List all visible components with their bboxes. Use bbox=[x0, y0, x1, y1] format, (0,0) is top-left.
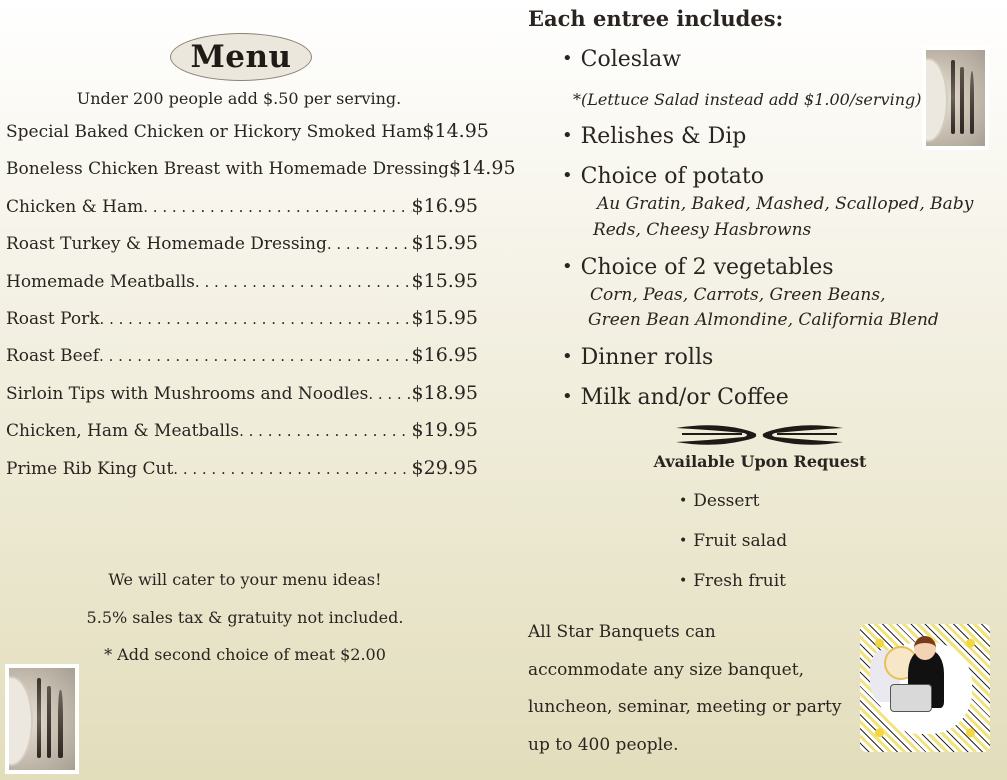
potato-options-line1: Au Gratin, Baked, Mashed, Scalloped, Baby bbox=[597, 194, 974, 214]
vegetable-options-line2: Green Bean Almondine, California Blend bbox=[588, 310, 939, 330]
menu-item-price: $29.95 bbox=[411, 456, 478, 479]
place-setting-photo-icon bbox=[5, 664, 79, 774]
note-cater: We will cater to your menu ideas! bbox=[108, 570, 382, 589]
leader-dots bbox=[100, 310, 412, 328]
place-setting-photo-icon bbox=[922, 46, 989, 150]
include-potato: • Choice of potato bbox=[562, 164, 764, 189]
menu-item-price: $14.95 bbox=[449, 157, 516, 180]
menu-title-oval bbox=[170, 33, 312, 81]
note-tax: 5.5% sales tax & gratuity not included. bbox=[86, 607, 404, 627]
include-rolls: • Dinner rolls bbox=[562, 345, 713, 370]
include-coleslaw: • Coleslaw bbox=[562, 47, 681, 72]
menu-item: Chicken, Ham & Meatballs . . . $19.95 bbox=[6, 419, 478, 456]
menu-item: Chicken & Ham . . . $16.95 bbox=[6, 195, 478, 232]
leader-dots bbox=[368, 385, 411, 403]
note-second-meat: * Add second choice of meat $2.00 bbox=[104, 645, 386, 664]
flourish-divider-icon bbox=[672, 420, 847, 450]
leader-dots bbox=[99, 347, 411, 365]
menu-item-price: $15.95 bbox=[411, 232, 478, 255]
menu-item-price: $15.95 bbox=[411, 269, 478, 292]
menu-item: Special Baked Chicken or Hickory Smoked Ham $14.95 bbox=[6, 120, 489, 142]
menu-item: Boneless Chicken Breast with Homemade Dressing $14.95 bbox=[6, 157, 516, 180]
wedding-couple-clipart-icon bbox=[860, 624, 990, 752]
leader-dots bbox=[195, 273, 412, 291]
menu-title: Menu bbox=[190, 39, 292, 75]
banquet-blurb: All Star Banquets can accommodate any size banquet, luncheon, seminar, meeting or party up to 400 people. bbox=[528, 622, 842, 755]
entree-includes-heading: Each entree includes: bbox=[528, 6, 784, 31]
menu-item: Roast Turkey & Homemade Dressing . . . $15.95 bbox=[6, 232, 478, 269]
menu-item-price: $14.95 bbox=[422, 120, 489, 142]
leader-dots bbox=[143, 198, 411, 216]
available-fresh-fruit: • Fresh fruit bbox=[679, 571, 786, 591]
menu-items-list bbox=[6, 120, 516, 494]
menu-item-price: $19.95 bbox=[411, 419, 478, 442]
menu-item: Roast Beef . . . $16.95 bbox=[6, 344, 478, 381]
include-beverage: • Milk and/or Coffee bbox=[562, 385, 789, 410]
menu-item-price: $18.95 bbox=[411, 381, 478, 404]
available-upon-request-heading: Available Upon Request bbox=[653, 452, 867, 471]
coleslaw-note: *(Lettuce Salad instead add $1.00/serving) bbox=[573, 90, 922, 109]
menu-item: Prime Rib King Cut . . . $29.95 bbox=[6, 457, 478, 494]
available-fruit-salad: • Fruit salad bbox=[679, 531, 787, 551]
menu-item-price: $16.95 bbox=[411, 344, 478, 367]
leader-dots bbox=[173, 460, 411, 478]
menu-subtitle: Under 200 people add $.50 per serving. bbox=[76, 89, 402, 108]
include-vegetables: • Choice of 2 vegetables bbox=[562, 255, 834, 280]
leader-dots bbox=[239, 422, 411, 440]
include-relishes: • Relishes & Dip bbox=[562, 124, 746, 149]
menu-item: Sirloin Tips with Mushrooms and Noodles . . . $18.95 bbox=[6, 382, 478, 419]
menu-item-price: $16.95 bbox=[411, 194, 478, 217]
vegetable-options-line1: Corn, Peas, Carrots, Green Beans, bbox=[590, 285, 886, 305]
menu-item-price: $15.95 bbox=[411, 306, 478, 329]
menu-item: Roast Pork . . . $15.95 bbox=[6, 307, 478, 344]
leader-dots bbox=[327, 235, 412, 253]
menu-item: Homemade Meatballs . . . $15.95 bbox=[6, 270, 478, 307]
potato-options-line2: Reds, Cheesy Hasbrowns bbox=[593, 220, 812, 240]
available-dessert: • Dessert bbox=[679, 491, 759, 511]
